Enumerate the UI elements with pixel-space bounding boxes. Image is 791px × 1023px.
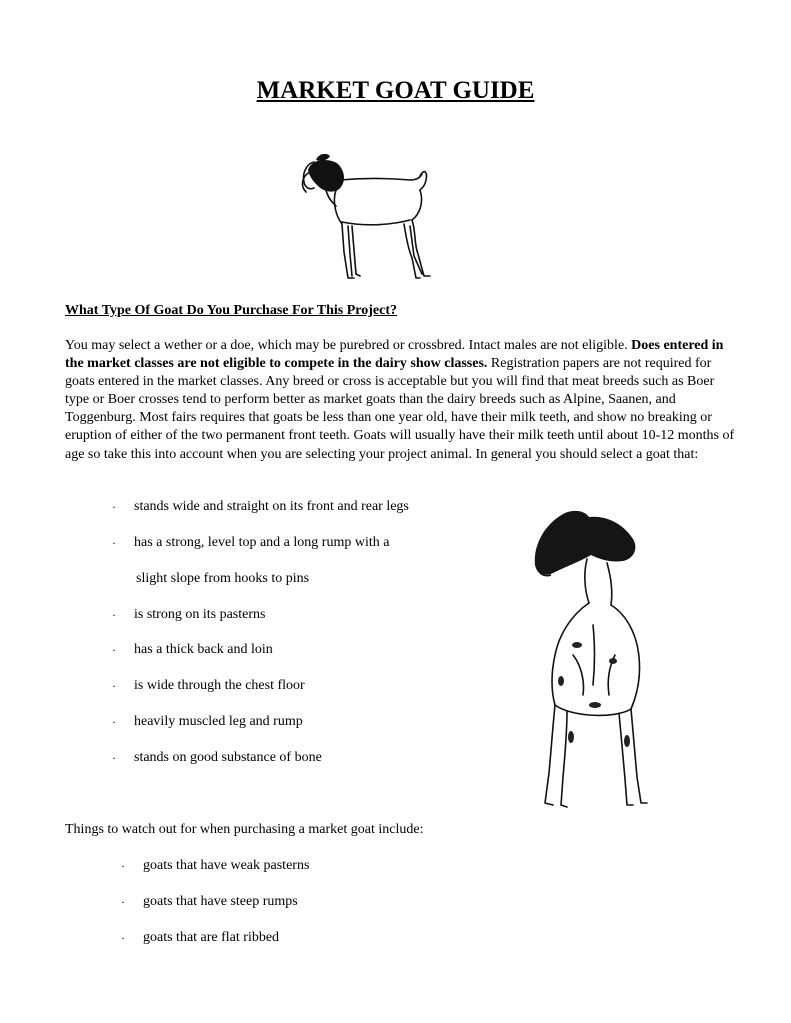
list-item-text: has a strong, level top and a long rump with a: [134, 535, 390, 550]
list-item-text: goats that have weak pasterns: [143, 858, 310, 873]
paragraph-text-1: You may select a wether or a doe, which may be purebred or crossbred. Intact males are not eligible.: [65, 338, 632, 353]
section-heading: What Type Of Goat Do You Purchase For This Project?: [65, 303, 397, 318]
bullet: ·: [112, 715, 116, 729]
list-item-text: is wide through the chest floor: [134, 678, 305, 693]
bullet: ·: [112, 643, 116, 657]
goat-rear-view-illustration: [515, 505, 655, 815]
bullet: ·: [112, 536, 116, 550]
list-item-text: goats that have steep rumps: [143, 894, 298, 909]
bullet: ·: [121, 859, 125, 873]
bullet: ·: [121, 895, 125, 909]
bullet: ·: [112, 608, 116, 622]
bullet: ·: [112, 679, 116, 693]
page-title: MARKET GOAT GUIDE: [256, 77, 535, 104]
list-item-text: has a thick back and loin: [134, 642, 273, 657]
paragraph-bold-text: Does entered in the market classes are not eligible to compete in the dairy show classes.: [65, 338, 724, 372]
list-item-text: goats that are flat ribbed: [143, 930, 280, 945]
list-item-text: is strong on its pasterns: [134, 607, 266, 622]
bullet: ·: [121, 931, 125, 945]
list-item-text: stands wide and straight on its front and rear legs: [134, 499, 409, 514]
bullet: ·: [112, 751, 116, 765]
bullet: ·: [112, 500, 116, 514]
goat-side-view-illustration: [292, 150, 442, 285]
list-item-text: slight slope from hooks to pins: [136, 571, 310, 586]
avoid-intro: Things to watch out for when purchasing a market goat include:: [65, 822, 424, 837]
paragraph-text-2: Registration papers are not required for goats entered in the market classes. Any breed or cross is acceptable but you will find that meat breeds such as Boer type or Boer crosses tend to perform better as market goats than the dairy breeds such as Alpine, Saanen, and Toggenburg. Most fairs requires that goats be less than one year old, have their milk teeth, and show no breaking or eruption of either of the two permanent front teeth. Goats will usually have their milk teeth until about 10-12 months of age so take this into account when you are selecting your project animal. In general you should select a goat that:: [65, 356, 735, 462]
intro-paragraph: [65, 337, 741, 464]
list-item-text: heavily muscled leg and rump: [134, 714, 303, 729]
list-item-text: stands on good substance of bone: [134, 750, 322, 765]
